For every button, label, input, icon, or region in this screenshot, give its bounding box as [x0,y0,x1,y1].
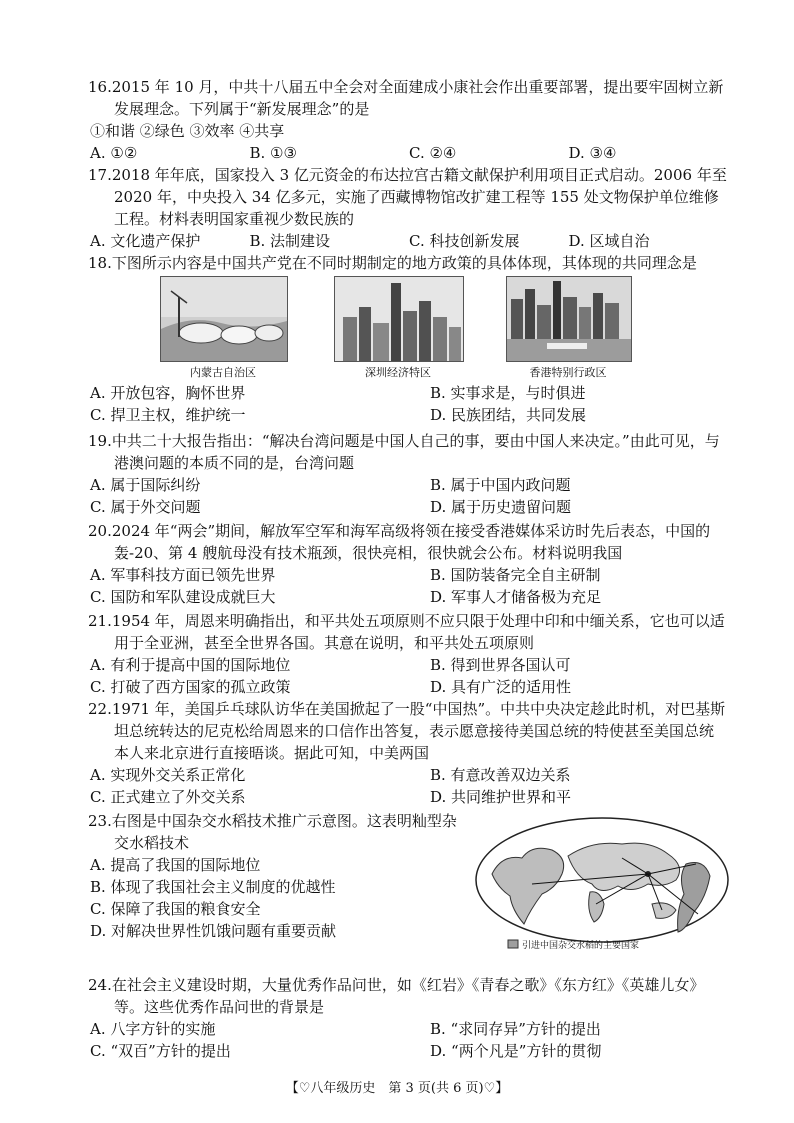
option-b[interactable]: B. 法制建设 [249,232,331,250]
option-b[interactable]: B. “求同存异”方针的提出 [430,1020,601,1038]
question-21-options [88,654,728,698]
question-24-options [88,1018,728,1062]
option-b[interactable]: B. 得到世界各国认可 [430,656,571,674]
option-d[interactable]: D. ③④ [568,144,617,162]
option-d[interactable]: D. 军事人才储备极为充足 [430,588,602,606]
question-22-options [88,764,728,808]
option-c[interactable]: C. 属于外交问题 [90,498,201,516]
caption-shenzhen: 深圳经济特区 [365,366,431,379]
question-22-stem: 22.1971 年，美国乒乓球队访华在美国掀起了一股“中国热”。中共中央决定趁此时机，对巴基斯坦总统转达的尼克松给周恩来的口信作出答复，表示愿意接待美国总统的特使甚至美国总统本人来北京进行直接晤谈。据此可知，中美两国 [88,700,726,762]
option-d[interactable]: D. “两个凡是”方针的贯彻 [430,1042,602,1060]
inner-mongolia-photo [160,276,288,362]
question-19 [88,430,728,518]
option-b[interactable]: B. ①③ [249,144,297,162]
page-footer: 【♡八年级历史 第 3 页(共 6 页)♡】 [285,1081,509,1096]
caption-hong-kong: 香港特别行政区 [529,366,607,379]
question-24-stem: 24.在社会主义建设时期，大量优秀作品问世，如《红岩》《青春之歌》《东方红》《英雄儿女》等。这些优秀作品问世的背景是 [88,976,705,1016]
question-16-items: ①和谐 ②绿色 ③效率 ④共享 [90,122,285,140]
option-c[interactable]: C. 打破了西方国家的孤立政策 [90,678,291,696]
option-d[interactable]: D. 共同维护世界和平 [430,788,572,806]
option-a[interactable]: A. ①② [90,144,138,162]
question-21 [88,610,728,698]
option-b[interactable]: B. 体现了我国社会主义制度的优越性 [90,878,336,896]
question-20 [88,520,728,608]
question-22 [88,698,728,808]
option-c[interactable]: C. 正式建立了外交关系 [90,788,246,806]
question-23-stem: 23.右图是中国杂交水稻技术推广示意图。这表明籼型杂交水稻技术 [88,812,457,852]
option-b[interactable]: B. 实事求是，与时俱进 [430,384,586,402]
option-a[interactable]: A. 有利于提高中国的国际地位 [90,656,291,674]
map-legend: 引进中国杂交水稻的主要国家 [522,941,640,951]
question-19-stem: 19.中共二十大报告指出：“解决台湾问题是中国人自己的事，要由中国人来决定。”由此可见，与港澳问题的本质不同的是，台湾问题 [88,432,720,472]
question-18-answers [88,382,728,426]
question-18-stem: 18.下图所示内容是中国共产党在不同时期制定的地方政策的具体体现，其体现的共同理念是 [88,254,697,272]
option-c[interactable]: C. 国防和军队建设成就巨大 [90,588,276,606]
option-a[interactable]: A. 实现外交关系正常化 [90,766,246,784]
option-b[interactable]: B. 属于中国内政问题 [430,476,571,494]
question-17 [88,164,728,252]
option-b[interactable]: B. 有意改善双边关系 [430,766,571,784]
option-a[interactable]: A. 属于国际纠纷 [90,476,201,494]
option-c[interactable]: C. “双百”方针的提出 [90,1042,231,1060]
option-b[interactable]: B. 国防装备完全自主研制 [430,566,601,584]
question-18 [88,252,728,274]
hong-kong-photo [506,276,632,362]
option-a[interactable]: A. 八字方针的实施 [90,1020,216,1038]
option-d[interactable]: D. 区域自治 [568,232,650,250]
option-d[interactable]: D. 具有广泛的适用性 [430,678,572,696]
option-a[interactable]: A. 提高了我国的国际地位 [90,856,261,874]
question-23 [88,810,468,942]
question-16 [88,76,728,164]
question-18-options [88,382,728,426]
question-17-options [88,230,728,252]
question-19-options [88,474,728,518]
question-20-options [88,564,728,608]
shenzhen-photo [334,276,464,362]
question-21-stem: 21.1954 年，周恩来明确指出，和平共处五项原则不应只限于处理中印和中缅关系，它也可以适用于全亚洲，甚至全世界各国。其意在说明，和平共处五项原则 [88,612,725,652]
question-20-stem: 20.2024 年“两会”期间，解放军空军和海军高级将领在接受香港媒体采访时先后表态，中国的轰-20、第 4 艘航母没有技术瓶颈，很快亮相，很快就会公布。材料说明我国 [88,522,711,562]
rice-promotion-map [472,814,732,956]
option-c[interactable]: C. 捍卫主权，维护统一 [90,406,246,424]
caption-inner-mongolia: 内蒙古自治区 [190,366,256,379]
question-24 [88,974,728,1062]
option-d[interactable]: D. 民族团结，共同发展 [430,406,587,424]
option-c[interactable]: C. 科技创新发展 [409,232,520,250]
option-a[interactable]: A. 文化遗产保护 [90,232,201,250]
option-c[interactable]: C. 保障了我国的粮食安全 [90,900,261,918]
question-17-stem: 17.2018 年年底，国家投入 3 亿元资金的布达拉宫古籍文献保护利用项目正式启动。2006 年至 2020 年，中央投入 34 亿多元，实施了西藏博物馆改扩建工程等 155 处文物保护单位维修工程。材料表明国家重视少数民族的 [88,166,727,228]
option-d[interactable]: D. 对解决世界性饥饿问题有重要贡献 [90,922,337,940]
option-c[interactable]: C. ②④ [409,144,457,162]
option-d[interactable]: D. 属于历史遗留问题 [430,498,572,516]
option-a[interactable]: A. 开放包容，胸怀世界 [90,384,246,402]
question-16-stem: 16.2015 年 10 月，中共十八届五中全会对全面建成小康社会作出重要部署，提出要牢固树立新发展理念。下列属于“新发展理念”的是 [88,78,724,118]
option-a[interactable]: A. 军事科技方面已领先世界 [90,566,276,584]
question-16-options [88,142,728,164]
